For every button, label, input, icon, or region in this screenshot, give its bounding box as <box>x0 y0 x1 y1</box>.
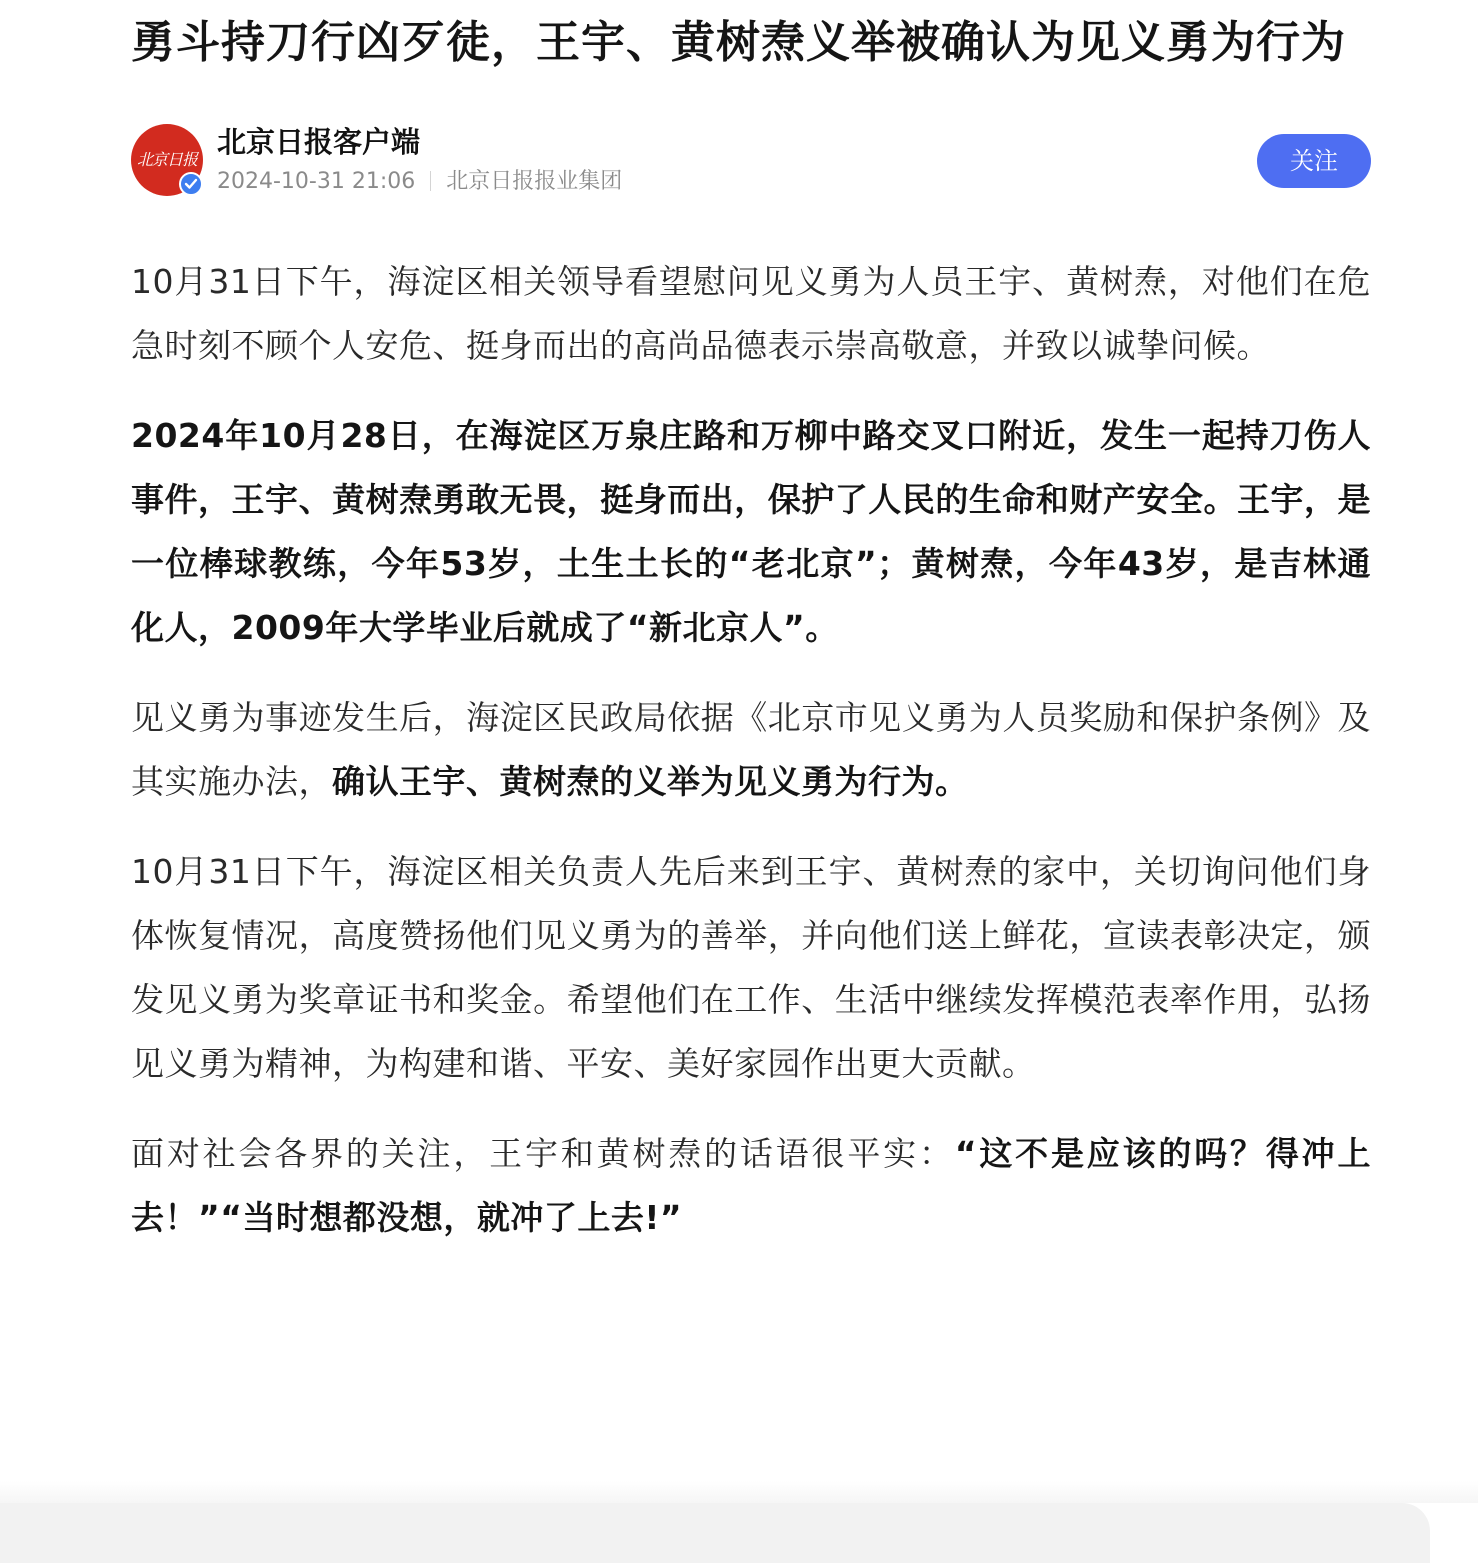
bottom-bar[interactable] <box>0 1503 1430 1563</box>
publisher-source: 北京日报报业集团 <box>446 169 623 194</box>
paragraph-1: 10月31日下午，海淀区相关领导看望慰问见义勇为人员王宇、黄树焘，对他们在危急时刻不顾个人安危、挺身而出的高尚品德表示崇高敬意，并致以诚挚问候。 <box>131 262 1371 365</box>
avatar[interactable] <box>131 124 203 196</box>
meta-divider <box>430 171 431 191</box>
paragraph-2: 2024年10月28日，在海淀区万泉庄路和万柳中路交叉口附近，发生一起持刀伤人事件，王宇、黄树焘勇敢无畏，挺身而出，保护了人民的生命和财产安全。王宇，是一位棒球教练，今年53岁，土生土长的“老北京”；黄树焘，今年43岁，是吉林通化人，2009年大学毕业后就成了“新北京人”。 <box>131 416 1371 647</box>
article <box>131 0 1371 1250</box>
paragraph-5-text: 面对社会各界的关注，王宇和黄树焘的话语很平实： <box>131 1134 955 1173</box>
paragraph-5 <box>131 1122 1371 1250</box>
author-row <box>131 124 1371 204</box>
author-name[interactable]: 北京日报客户端 <box>217 125 421 159</box>
article-title: 勇斗持刀行凶歹徒，王宇、黄树焘义举被确认为见义勇为行为 <box>131 17 1346 68</box>
verified-check-icon <box>179 172 203 196</box>
paragraph-3-emphasis: 确认王宇、黄树焘的义举为见义勇为行为。 <box>332 762 969 801</box>
bottom-shade <box>0 1481 1478 1503</box>
paragraph-3 <box>131 686 1371 814</box>
publish-datetime: 2024-10-31 21:06 <box>217 169 416 194</box>
paragraph-3-text: 见义勇为事迹发生后，海淀区民政局依据《北京市见义勇为人员奖励和保护条例》及其实施办法， <box>131 698 1371 801</box>
paragraph-5-quote: “这不是应该的吗？得冲上去！”“当时想都没想，就冲了上去!” <box>131 1134 1371 1237</box>
avatar-logo: 北京日报 <box>136 150 197 169</box>
paragraph-4: 10月31日下午，海淀区相关负责人先后来到王宇、黄树焘的家中，关切询问他们身体恢复情况，高度赞扬他们见义勇为的善举，并向他们送上鲜花，宣读表彰决定，颁发见义勇为奖章证书和奖金。希望他们在工作、生活中继续发挥模范表率作用，弘扬见义勇为精神，为构建和谐、平安、美好家园作出更大贡献。 <box>131 852 1371 1083</box>
article-meta <box>217 166 622 198</box>
follow-button[interactable]: 关注 <box>1257 134 1371 188</box>
